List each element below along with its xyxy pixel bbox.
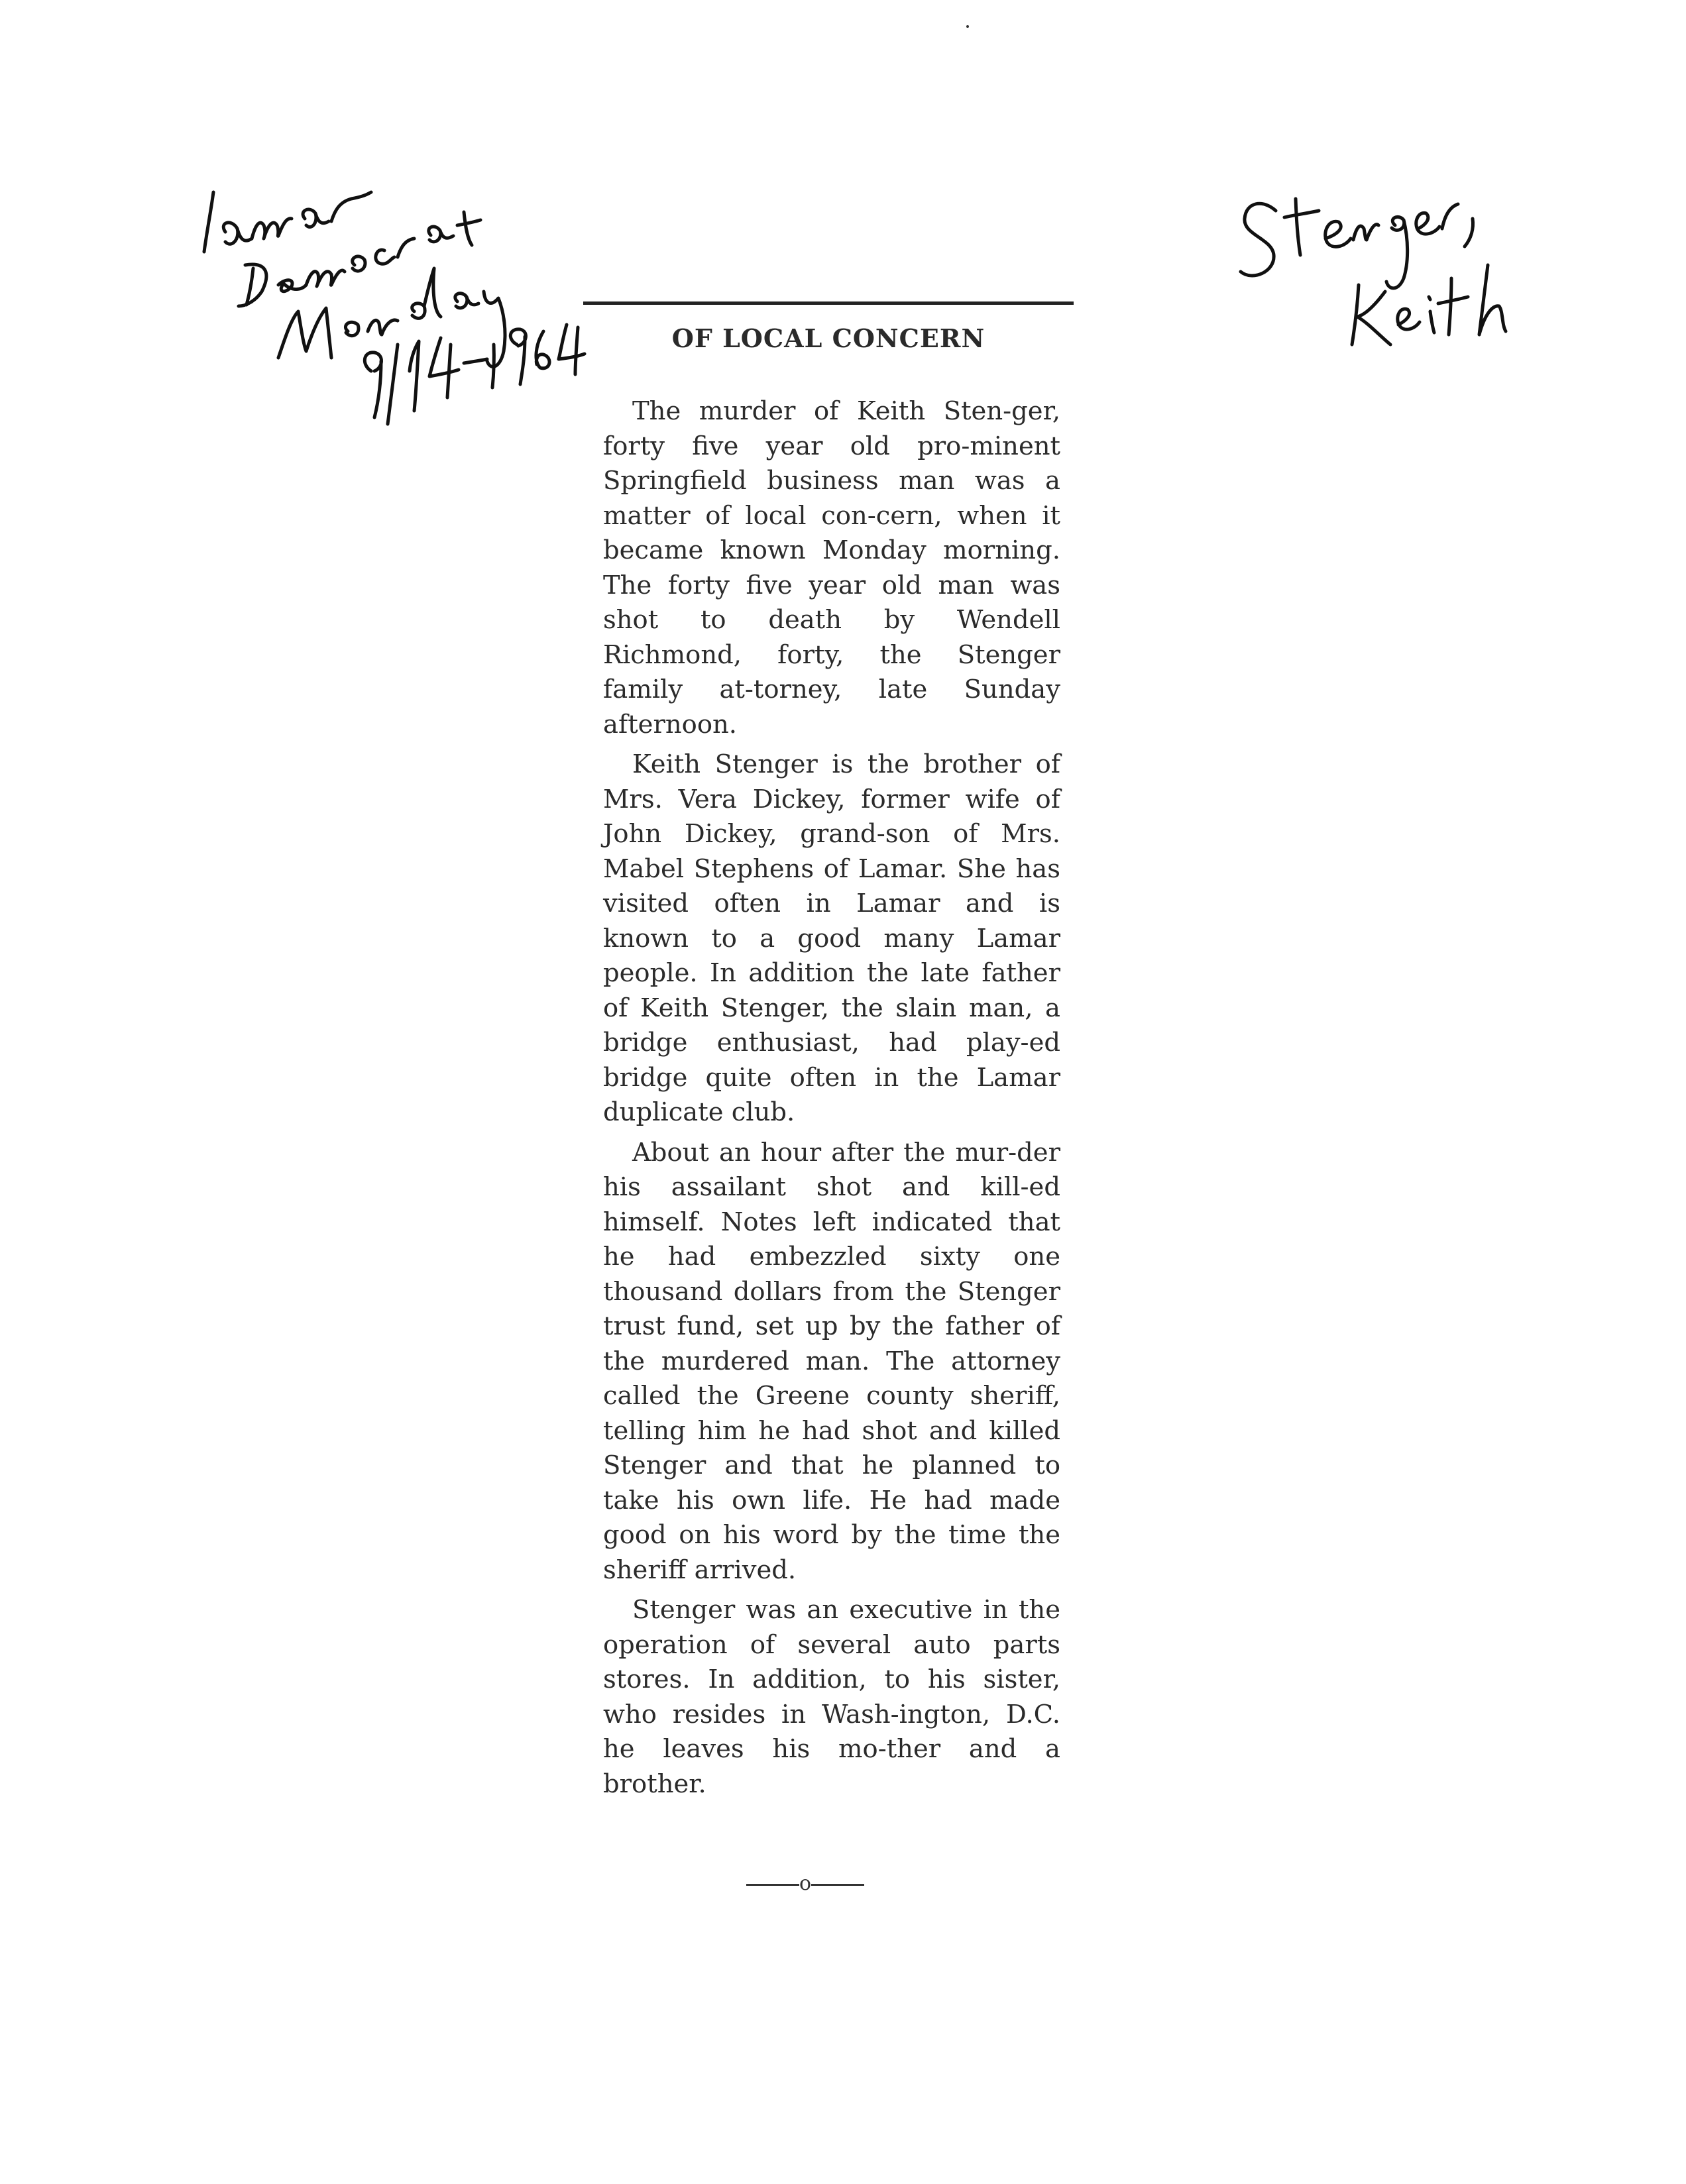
article-paragraph: About an hour after the mur-der his assailant shot and kill-ed himself. Notes left indicated that he had embezzled sixty one thousand dollars from the Stenger trust fund, set up by the father of the murdered man. The attorney called the Greene county sheriff, telling him he had shot and killed Stenger and that he planned to take his own life. He had made good on his word by the time the sheriff arrived.	[603, 1137, 1060, 1585]
handwritten-note-right	[1241, 199, 1506, 345]
end-mark	[739, 1872, 871, 1895]
end-dash-left	[746, 1884, 799, 1886]
article-headline: OF LOCAL CONCERN	[671, 323, 985, 353]
column-rule	[583, 301, 1074, 305]
handwritten-note-left	[204, 192, 585, 424]
article-paragraph: The murder of Keith Sten-ger, forty five year old pro-minent Springfield business man was a matter of local con-cern, when it became known Monday morning. The forty five year old man was shot to death by Wendell Richmond, forty, the Stenger family at-torney, late Sunday afternoon.	[603, 396, 1060, 739]
end-dash-right	[811, 1884, 864, 1886]
end-mark-glyph: o	[799, 1872, 812, 1895]
newspaper-clipping	[583, 301, 1074, 1895]
article-body	[603, 394, 1060, 1807]
article-paragraph: Stenger was an executive in the operation of several auto parts stores. In addition, to his sister, who resides in Wash-ington, D.C. he leaves his mo-ther and a brother.	[603, 1595, 1060, 1799]
article-paragraph: Keith Stenger is the brother of Mrs. Vera Dickey, former wife of John Dickey, grand-son of Mrs. Mabel Stephens of Lamar. She has visited often in Lamar and is known to a good many Lamar people. In addition the late father of Keith Stenger, the slain man, a bridge enthusiast, had play-ed bridge quite often in the Lamar duplicate club.	[603, 749, 1060, 1127]
